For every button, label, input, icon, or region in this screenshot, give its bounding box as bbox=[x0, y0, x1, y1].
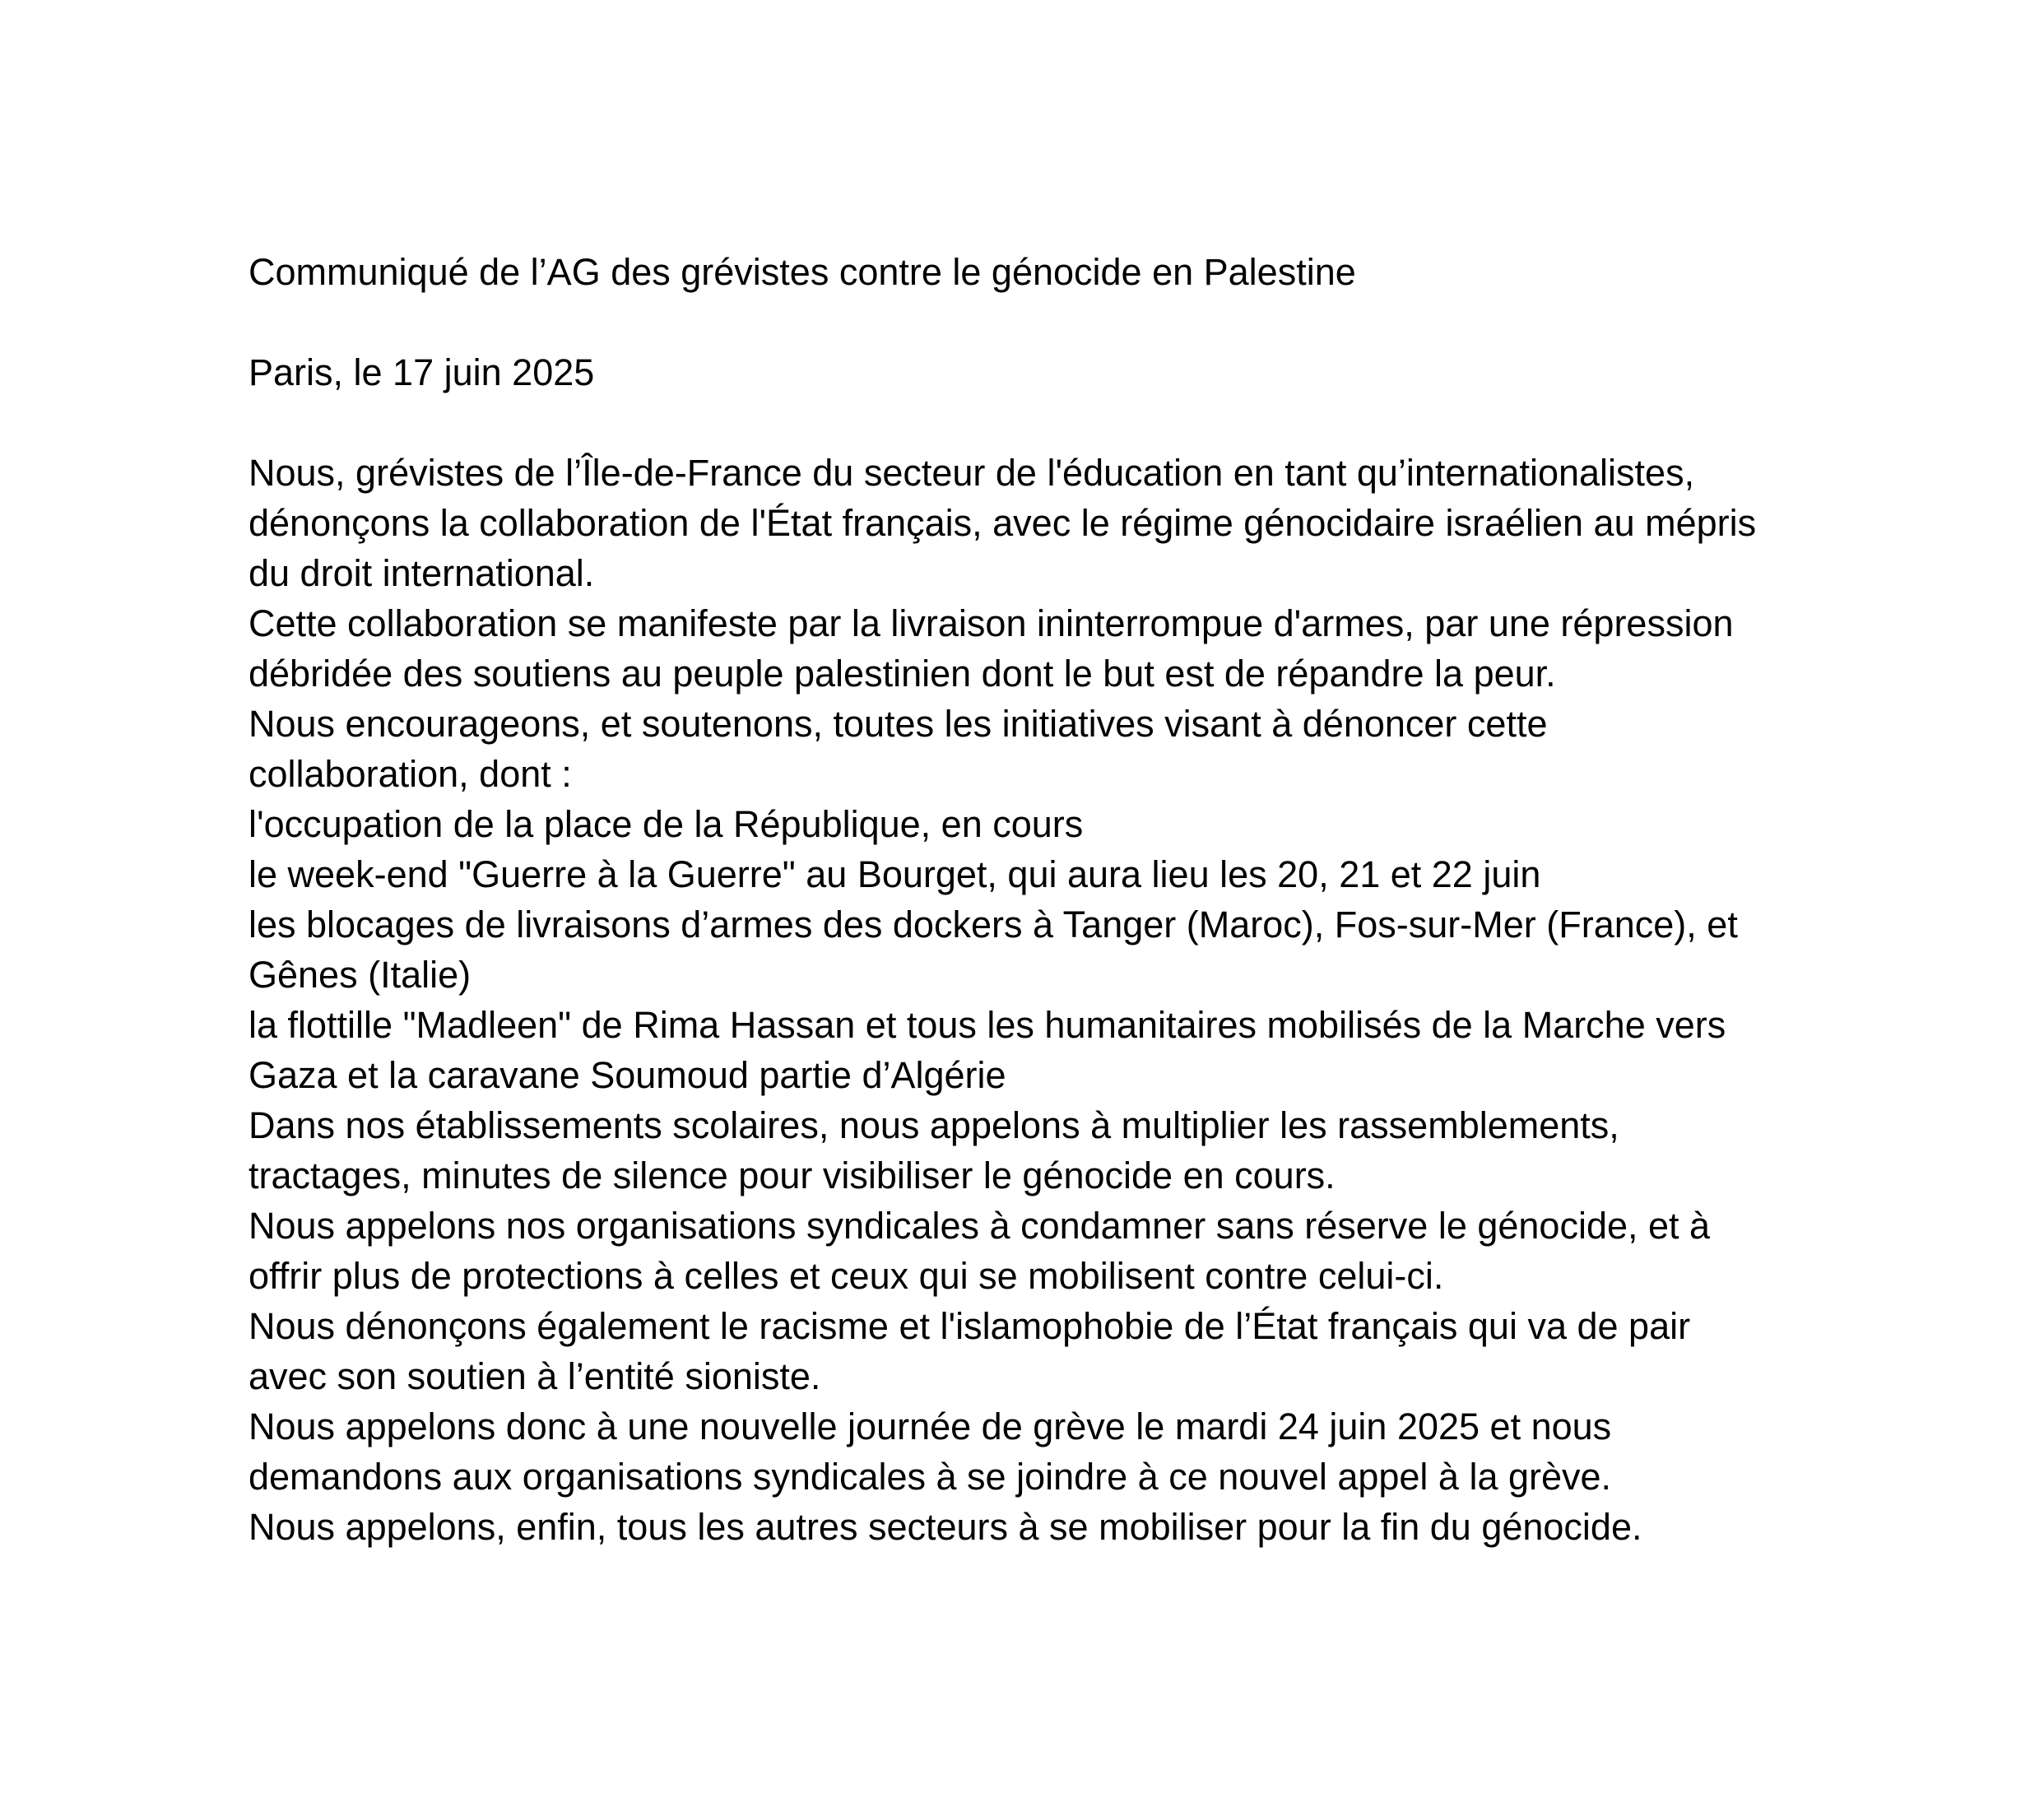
body-line: Cette collaboration se manifeste par la livraison ininterrompue d'armes, par une répression bbox=[249, 602, 1734, 644]
body-line: débridée des soutiens au peuple palestinien dont le but est de répandre la peur. bbox=[249, 653, 1556, 695]
document-title: Communiqué de l’AG des grévistes contre le génocide en Palestine bbox=[249, 251, 1356, 293]
body-line: Gênes (Italie) bbox=[249, 954, 472, 996]
body-line: Gaza et la caravane Soumoud partie d’Algérie bbox=[249, 1054, 1006, 1096]
place-date: Paris, le 17 juin 2025 bbox=[249, 351, 595, 393]
body-line: l'occupation de la place de la République, en cours bbox=[249, 803, 1084, 845]
body-line: Nous encourageons, et soutenons, toutes les initiatives visant à dénoncer cette bbox=[249, 703, 1548, 745]
body-line: Nous appelons, enfin, tous les autres secteurs à se mobiliser pour la fin du génocide. bbox=[249, 1506, 1642, 1548]
body-line: du droit international. bbox=[249, 552, 595, 594]
body-line: tractages, minutes de silence pour visibiliser le génocide en cours. bbox=[249, 1155, 1336, 1196]
body-line: offrir plus de protections à celles et ceux qui se mobilisent contre celui-ci. bbox=[249, 1255, 1444, 1297]
body-line: Nous, grévistes de l’Île-de-France du secteur de l'éducation en tant qu’internationalistes, bbox=[249, 452, 1695, 494]
document-page bbox=[249, 247, 1861, 1552]
body-line: collaboration, dont : bbox=[249, 753, 572, 795]
body-line: avec son soutien à l’entité sioniste. bbox=[249, 1355, 821, 1397]
spacer bbox=[249, 297, 1861, 347]
body-line: Nous appelons nos organisations syndicales à condamner sans réserve le génocide, et à bbox=[249, 1205, 1711, 1247]
body-line: Nous dénonçons également le racisme et l'islamophobie de l’État français qui va de pair bbox=[249, 1305, 1691, 1347]
spacer bbox=[249, 397, 1861, 448]
document-body bbox=[249, 448, 1861, 1552]
body-line: Dans nos établissements scolaires, nous appelons à multiplier les rassemblements, bbox=[249, 1104, 1619, 1146]
body-line: les blocages de livraisons d’armes des dockers à Tanger (Maroc), Fos-sur-Mer (France), et bbox=[249, 904, 1738, 945]
body-line: le week-end "Guerre à la Guerre" au Bourget, qui aura lieu les 20, 21 et 22 juin bbox=[249, 853, 1541, 895]
body-line: dénonçons la collaboration de l'État français, avec le régime génocidaire israélien au mépris bbox=[249, 502, 1757, 544]
body-line: Nous appelons donc à une nouvelle journée de grève le mardi 24 juin 2025 et nous bbox=[249, 1405, 1612, 1447]
body-line: demandons aux organisations syndicales à se joindre à ce nouvel appel à la grève. bbox=[249, 1456, 1612, 1498]
body-line: la flottille "Madleen" de Rima Hassan et tous les humanitaires mobilisés de la Marche vers bbox=[249, 1004, 1726, 1046]
